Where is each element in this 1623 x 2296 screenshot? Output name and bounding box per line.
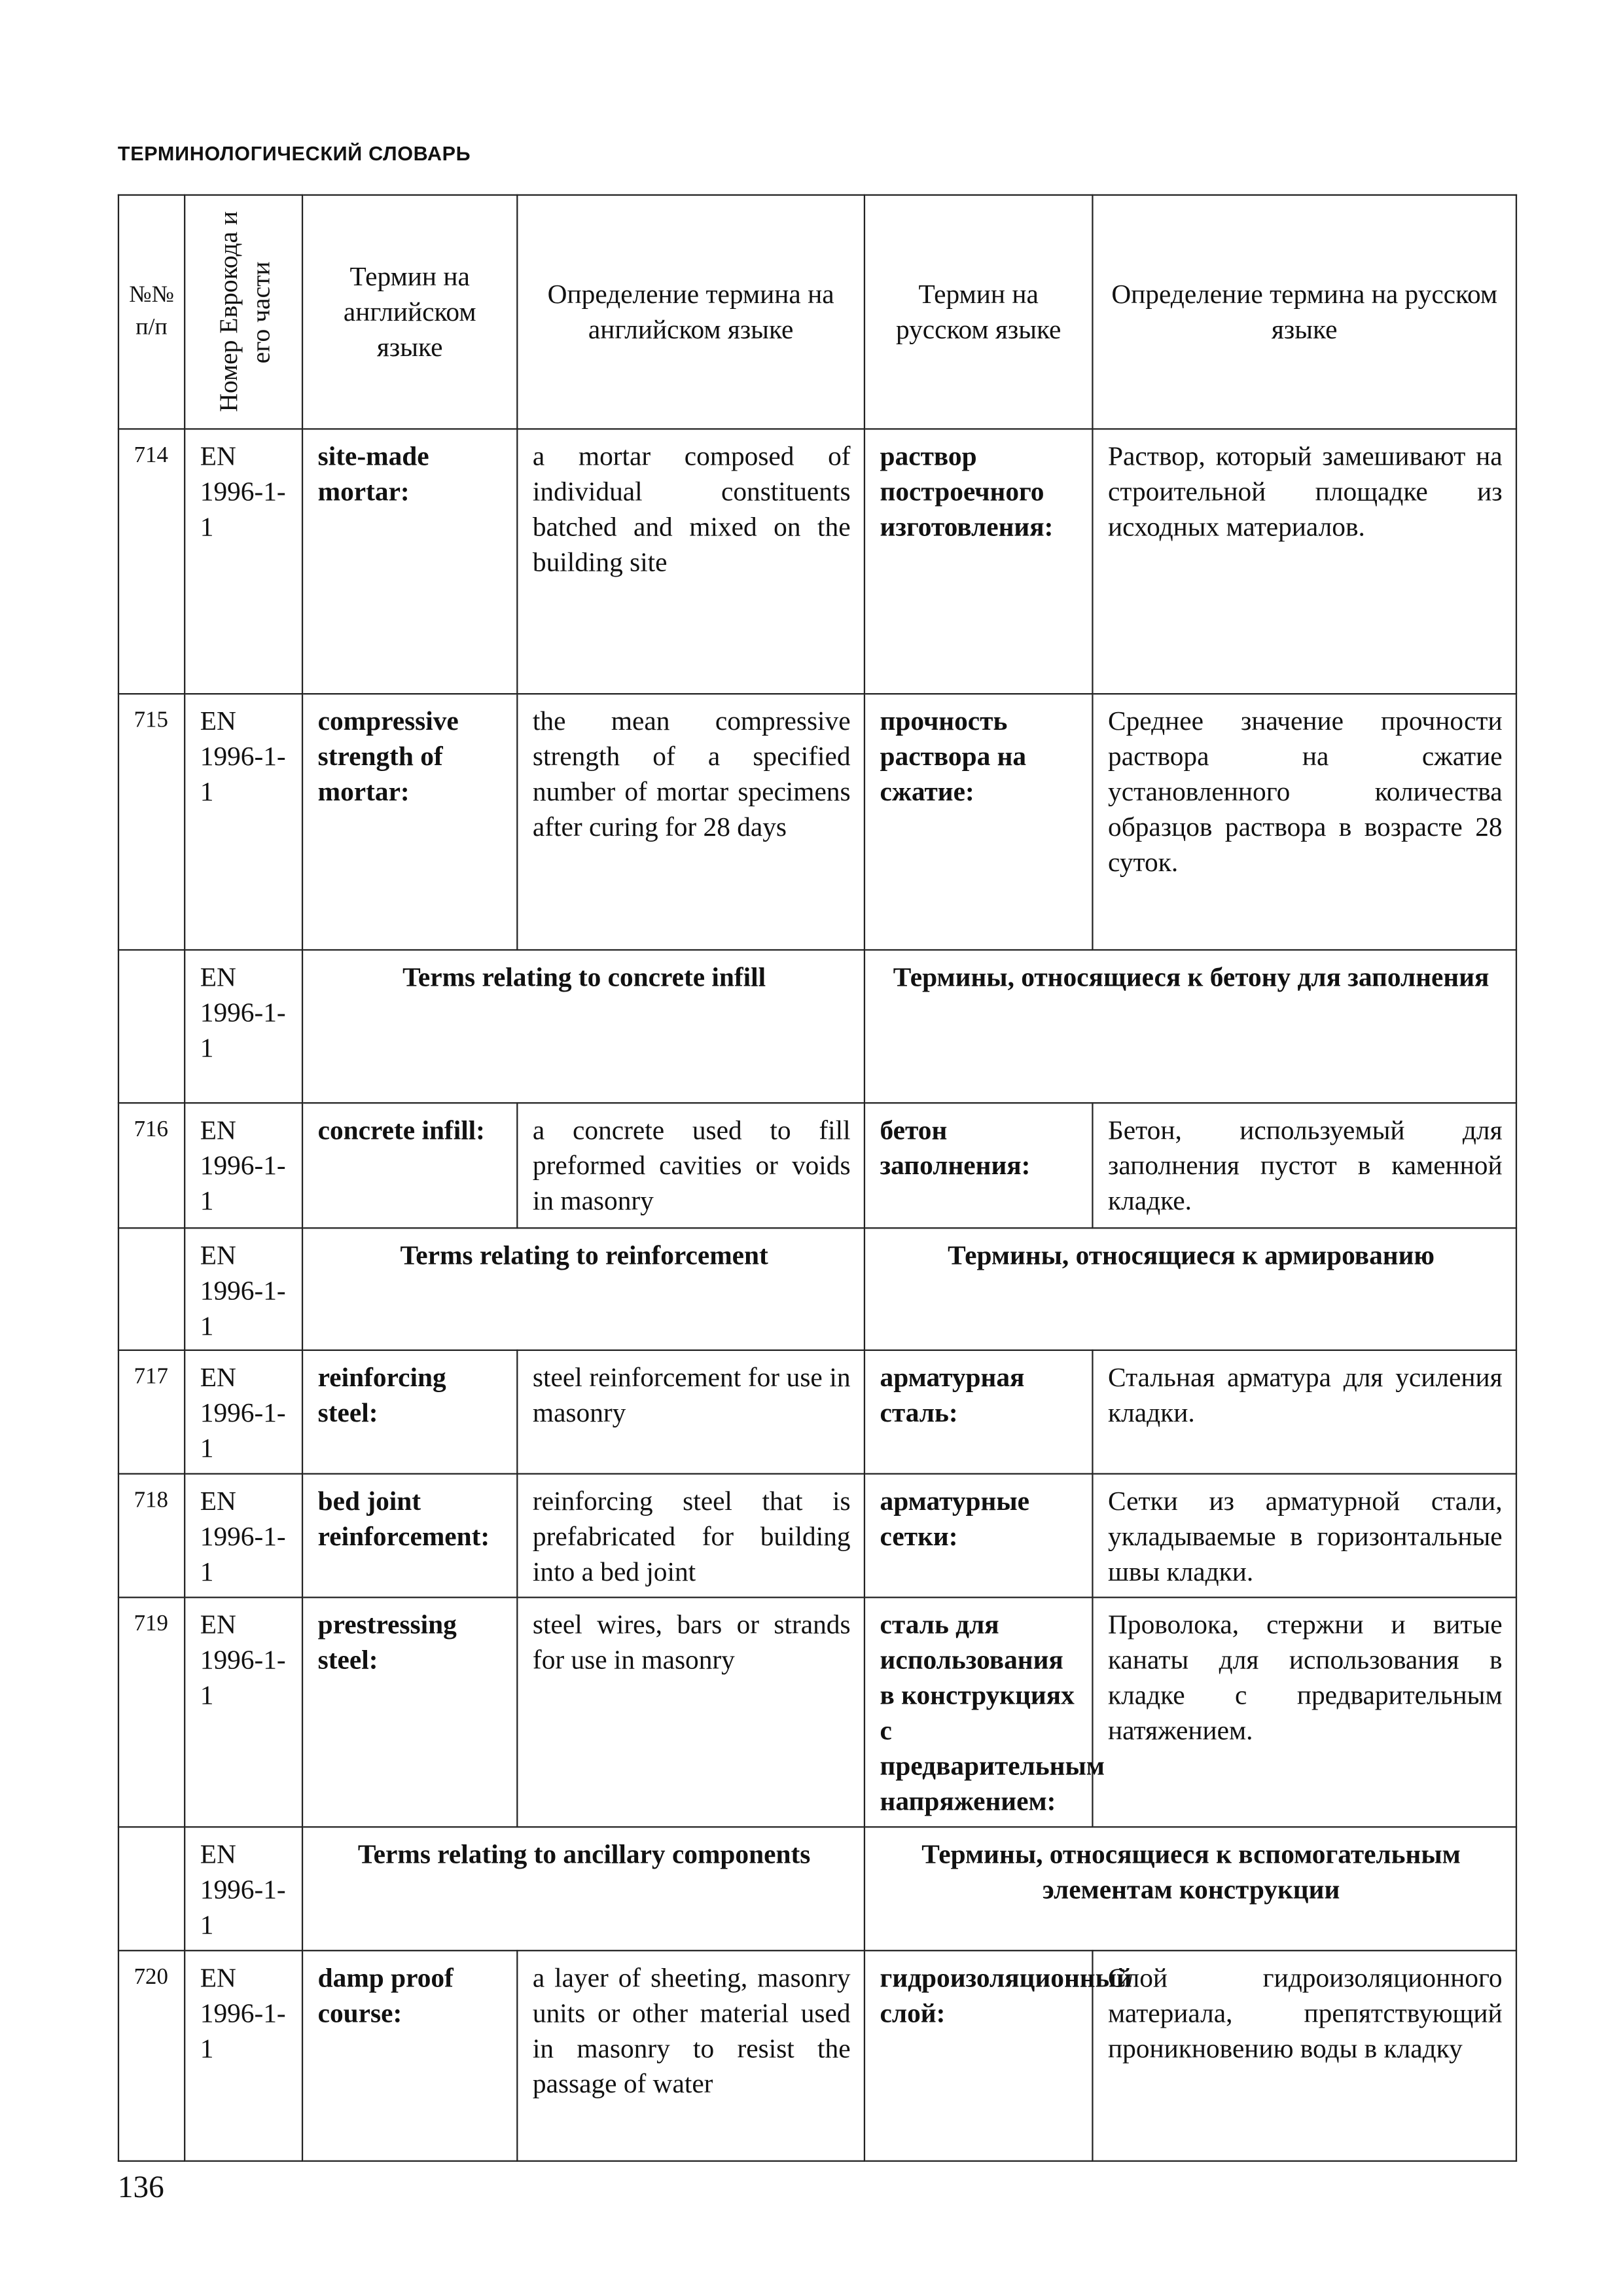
row-number-empty (118, 950, 185, 1103)
section-title-en: Terms relating to concrete infill (302, 950, 865, 1103)
definition-ru: Раствор, который замешивают на строительной площадке из исходных материалов. (1092, 429, 1516, 694)
definition-en: the mean compressive strength of a specified number of mortar specimens after curing for 28 days (517, 694, 865, 950)
row-number-empty (118, 1228, 185, 1350)
section-title-en: Terms relating to reinforcement (302, 1228, 865, 1350)
eurocode-number: EN 1996-1-1 (185, 1103, 302, 1228)
table-row (118, 429, 1516, 694)
page-number: 136 (117, 2169, 164, 2205)
term-ru: арматурная сталь: (865, 1350, 1093, 1474)
section-title-ru: Термины, относящиеся к вспомогательным элементам конструкции (865, 1827, 1516, 1950)
row-number: 719 (118, 1598, 185, 1827)
section-row (118, 1827, 1516, 1950)
eurocode-number: EN 1996-1-1 (185, 694, 302, 950)
definition-ru: Бетон, используемый для заполнения пустот в каменной кладке. (1092, 1103, 1516, 1228)
section-title-ru: Термины, относящиеся к армированию (865, 1228, 1516, 1350)
eurocode-number: EN 1996-1-1 (185, 950, 302, 1103)
definition-en: a concrete used to fill preformed cavities or voids in masonry (517, 1103, 865, 1228)
term-en: reinforcing steel: (302, 1350, 517, 1474)
term-ru: бетон заполнения: (865, 1103, 1093, 1228)
table-row (118, 1350, 1516, 1474)
glossary-table (118, 194, 1517, 2162)
table-header-row (118, 195, 1516, 429)
table-row (118, 1103, 1516, 1228)
header-definition-en: Определение термина на английском языке (517, 195, 865, 429)
row-number: 717 (118, 1350, 185, 1474)
section-row (118, 1228, 1516, 1350)
definition-en: a mortar composed of individual constituents batched and mixed on the building site (517, 429, 865, 694)
definition-en: steel wires, bars or strands for use in masonry (517, 1598, 865, 1827)
table-row (118, 694, 1516, 950)
definition-en: reinforcing steel that is prefabricated for building into a bed joint (517, 1474, 865, 1598)
definition-ru: Стальная арматура для усиления кладки. (1092, 1350, 1516, 1474)
term-ru: сталь для использования в конструкциях с предварительным напряжением: (865, 1598, 1093, 1827)
header-eurocode-label: Номер Еврокода и его части (212, 211, 275, 413)
row-number-empty (118, 1827, 185, 1950)
term-en: site-made mortar: (302, 429, 517, 694)
term-en: concrete infill: (302, 1103, 517, 1228)
eurocode-number: EN 1996-1-1 (185, 1350, 302, 1474)
row-number: 714 (118, 429, 185, 694)
table-row (118, 1598, 1516, 1827)
eurocode-number: EN 1996-1-1 (185, 429, 302, 694)
section-title-en: Terms relating to ancillary components (302, 1827, 865, 1950)
term-ru: арматурные сетки: (865, 1474, 1093, 1598)
section-title-ru: Термины, относящиеся к бетону для заполнения (865, 950, 1516, 1103)
definition-en: a layer of sheeting, masonry units or other material used in masonry to resist the passage of water (517, 1950, 865, 2161)
eurocode-number: EN 1996-1-1 (185, 1950, 302, 2161)
running-head: ТЕРМИНОЛОГИЧЕСКИЙ СЛОВАРЬ (117, 143, 471, 165)
header-term-ru: Термин на русском языке (865, 195, 1093, 429)
table-row (118, 1950, 1516, 2161)
definition-ru: Слой гидроизоляционного материала, препятствующий проникновению воды в кладку (1092, 1950, 1516, 2161)
header-term-en: Термин на английском языке (302, 195, 517, 429)
eurocode-number: EN 1996-1-1 (185, 1474, 302, 1598)
eurocode-number: EN 1996-1-1 (185, 1827, 302, 1950)
definition-ru: Сетки из арматурной стали, укладываемые в горизонтальные швы кладки. (1092, 1474, 1516, 1598)
term-en: prestressing steel: (302, 1598, 517, 1827)
term-en: bed joint reinforcement: (302, 1474, 517, 1598)
definition-ru: Среднее значение прочности раствора на сжатие установленного количества образцов раствора в возрасте 28 суток. (1092, 694, 1516, 950)
table-row (118, 1474, 1516, 1598)
row-number: 716 (118, 1103, 185, 1228)
header-number: №№ п/п (118, 195, 185, 429)
eurocode-number: EN 1996-1-1 (185, 1598, 302, 1827)
row-number: 720 (118, 1950, 185, 2161)
row-number: 718 (118, 1474, 185, 1598)
definition-en: steel reinforcement for use in masonry (517, 1350, 865, 1474)
row-number: 715 (118, 694, 185, 950)
definition-ru: Проволока, стержни и витые канаты для использования в кладке с предварительным натяжением. (1092, 1598, 1516, 1827)
term-ru: гидроизоляционный слой: (865, 1950, 1093, 2161)
term-ru: прочность раствора на сжатие: (865, 694, 1093, 950)
term-en: compressive strength of mortar: (302, 694, 517, 950)
term-en: damp proof course: (302, 1950, 517, 2161)
eurocode-number: EN 1996-1-1 (185, 1228, 302, 1350)
section-row (118, 950, 1516, 1103)
header-eurocode (185, 195, 302, 429)
term-ru: раствор построечного изготовления: (865, 429, 1093, 694)
header-definition-ru: Определение термина на русском языке (1092, 195, 1516, 429)
